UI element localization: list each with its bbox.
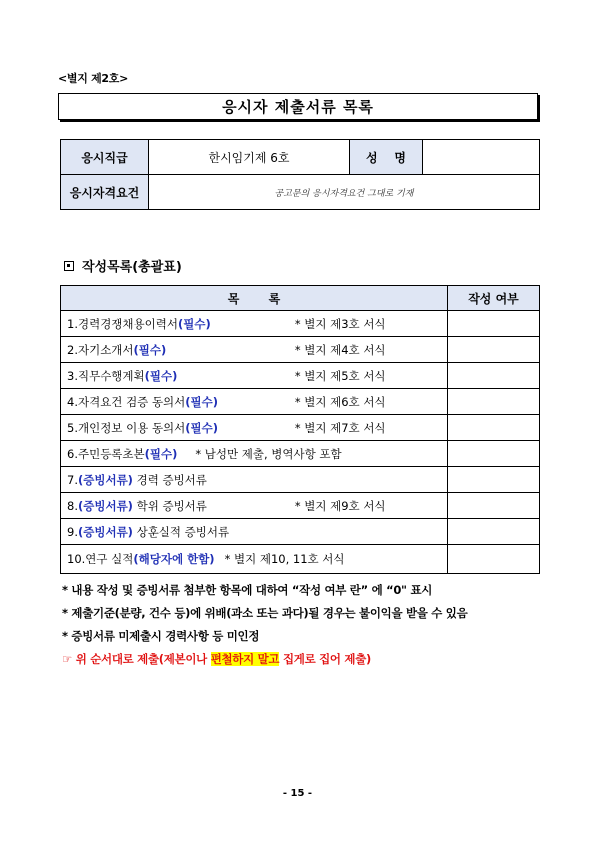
document-item (61, 415, 448, 441)
item-number: 4. (67, 394, 78, 409)
item-tag: (필수) (177, 316, 211, 331)
status-cell[interactable] (448, 519, 540, 545)
section-title: 작성목록(총괄표) (82, 260, 182, 275)
document-item (61, 363, 448, 389)
document-item (61, 519, 448, 545)
item-number: 6. (67, 446, 78, 461)
document-item (61, 493, 448, 519)
item-name: 개인정보 이용 동의서 (77, 420, 186, 435)
table-row (61, 493, 540, 519)
item-name: 자기소개서 (77, 342, 134, 357)
item-number: 8. (67, 498, 78, 513)
item-note: * 별지 제3호 서식 (294, 316, 386, 331)
note-line: * 내용 작성 및 증빙서류 첨부한 항목에 대하여 “작성 여부 란” 에 “0" 표시 (62, 583, 433, 597)
item-name: 자격요건 검증 동의서 (77, 394, 186, 409)
status-cell[interactable] (448, 311, 540, 337)
page-number: - 15 - (282, 788, 313, 799)
item-note: * 별지 제10, 11호 서식 (224, 552, 345, 566)
table-row (61, 545, 540, 574)
item-note: * 별지 제9호 서식 (294, 498, 386, 513)
item-tag: (필수) (185, 394, 219, 409)
item-note: * 별지 제6호 서식 (294, 394, 386, 409)
name-value[interactable] (423, 140, 540, 175)
item-tag: (필수) (144, 446, 178, 461)
document-item (61, 545, 448, 574)
table-row (61, 337, 540, 363)
qualification-note[interactable]: 공고문의 응시자격요건 그대로 기재 (149, 175, 540, 210)
item-number: 9. (67, 524, 78, 539)
table-row (61, 519, 540, 545)
status-cell[interactable] (448, 441, 540, 467)
applicant-info-table (60, 139, 540, 210)
document-item (61, 389, 448, 415)
item-number: 5. (67, 420, 78, 435)
item-note: * 별지 제5호 서식 (294, 368, 386, 383)
status-cell[interactable] (448, 493, 540, 519)
note-line: * 제출기준(분량, 건수 등)에 위배(과소 또는 과다)될 경우는 불이익을 받을 수 있음 (62, 606, 468, 620)
item-name: 상훈실적 증빙서류 (136, 524, 230, 539)
warning-line (62, 648, 467, 671)
item-note: * 별지 제7호 서식 (294, 420, 386, 435)
square-bullet-icon (64, 261, 74, 271)
list-header: 목 록 (61, 286, 448, 311)
status-cell[interactable] (448, 415, 540, 441)
table-row (61, 467, 540, 493)
document-item (61, 337, 448, 363)
annex-label: <별지 제2호> (58, 72, 129, 85)
status-header: 작성 여부 (448, 286, 540, 311)
item-tag: (해당자에 한함) (133, 552, 215, 566)
document-item (61, 467, 448, 493)
item-tag: (필수) (133, 342, 167, 357)
item-tag: (필수) (144, 368, 178, 383)
item-name: 경력경쟁채용이력서 (77, 316, 178, 331)
item-tag: (증빙서류) (77, 524, 133, 539)
section-heading (64, 256, 182, 275)
item-tag: (증빙서류) (77, 498, 133, 513)
status-cell[interactable] (448, 389, 540, 415)
notes-block (62, 579, 467, 671)
table-row (61, 311, 540, 337)
item-tag: (증빙서류) (77, 472, 133, 487)
item-note: * 별지 제4호 서식 (294, 342, 386, 357)
table-row (61, 389, 540, 415)
warning-highlight: 편철하지 말고 (210, 652, 280, 666)
title-text: 응시자 제출서류 목록 (222, 98, 374, 116)
position-value: 한시임기제 6호 (149, 140, 350, 175)
status-cell[interactable] (448, 545, 540, 574)
item-name: 학위 증빙서류 (136, 498, 207, 513)
document-item (61, 441, 448, 467)
document-title (58, 93, 538, 120)
documents-table (60, 285, 540, 574)
qualification-label: 응시자격요건 (61, 175, 149, 210)
table-row (61, 363, 540, 389)
item-name: 주민등록초본 (77, 446, 145, 461)
status-cell[interactable] (448, 467, 540, 493)
item-number: 3. (67, 368, 78, 383)
status-cell[interactable] (448, 363, 540, 389)
warning-prefix: ☞ 위 순서대로 제출(제본이나 (62, 652, 211, 666)
item-tag: (필수) (185, 420, 219, 435)
item-number: 10. (67, 552, 86, 566)
name-label: 성 명 (350, 140, 423, 175)
status-cell[interactable] (448, 337, 540, 363)
item-number: 7. (67, 472, 78, 487)
item-name: 직무수행계획 (77, 368, 145, 383)
warning-suffix: 집게로 집어 제출) (279, 652, 371, 666)
document-item (61, 311, 448, 337)
table-row (61, 415, 540, 441)
item-note: * 남성만 제출, 병역사항 포함 (195, 446, 342, 461)
item-name: 연구 실적 (85, 552, 134, 566)
item-number: 1. (67, 316, 78, 331)
table-row (61, 441, 540, 467)
item-number: 2. (67, 342, 78, 357)
note-line: * 증빙서류 미제출시 경력사항 등 미인정 (62, 629, 260, 643)
position-label: 응시직급 (61, 140, 149, 175)
item-name: 경력 증빙서류 (136, 472, 207, 487)
